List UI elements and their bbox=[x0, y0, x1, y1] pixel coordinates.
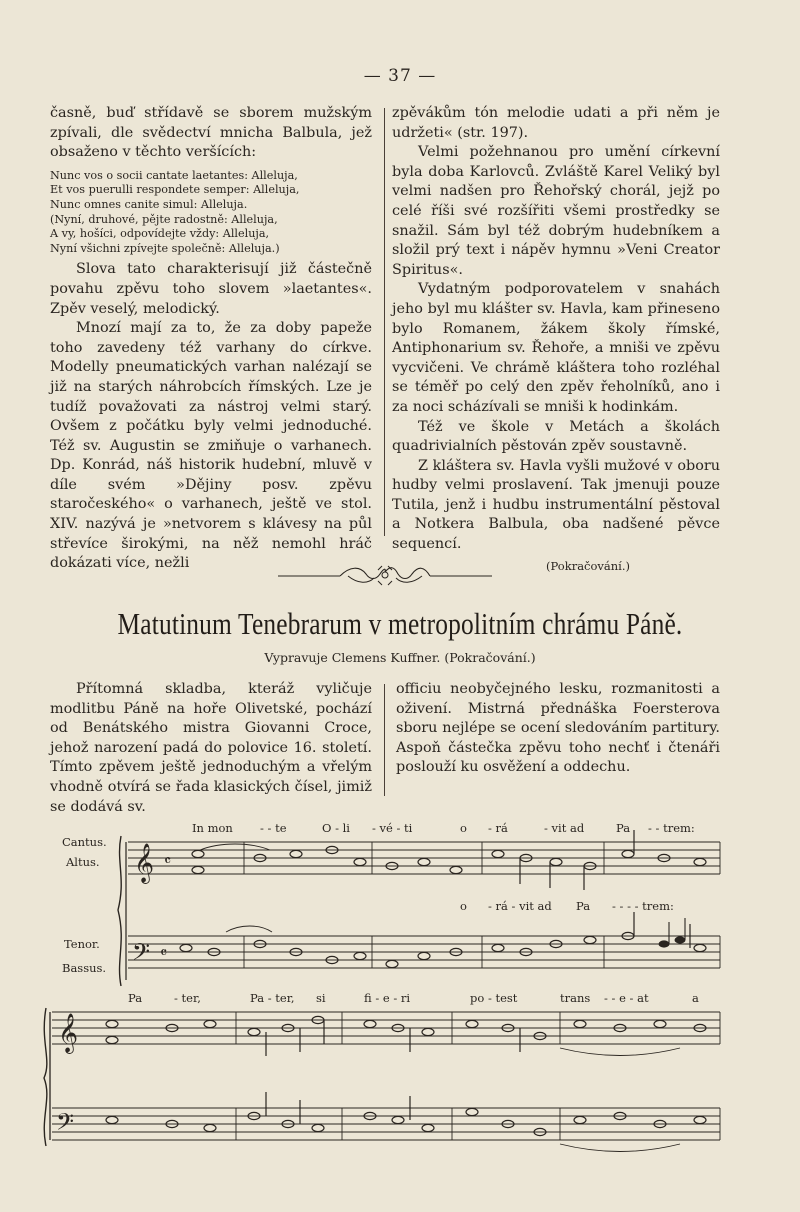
part-label-altus: Altus. bbox=[66, 855, 100, 869]
lyric: si bbox=[316, 991, 326, 1005]
latin-line: Et vos puerulli respondete semper: Alleluja, bbox=[50, 183, 300, 197]
treble-clef-icon: 𝄞 bbox=[58, 1013, 79, 1053]
lyric: O - li bbox=[322, 821, 350, 835]
lyric: - - e - at bbox=[604, 991, 649, 1005]
left-paragraph-2: Slova tato charakterisují již částečně povahu zpěvu toho slovem »laetantes«. Zpěv veselý, melodický. bbox=[50, 261, 372, 317]
system2-staves bbox=[44, 1008, 720, 1152]
latin-line: Nunc vos o socii cantate laetantes: Alleluja, bbox=[50, 168, 298, 182]
lyric: Pa bbox=[128, 991, 143, 1005]
lyric: - - te bbox=[260, 821, 287, 835]
lyric: - rá - vit ad bbox=[488, 899, 552, 913]
system1-filled-notes bbox=[659, 936, 686, 947]
lyric: a bbox=[692, 991, 699, 1005]
lyric: - - trem: bbox=[648, 821, 695, 835]
latin-line: Nyní všichni zpívejte společně: Alleluja.) bbox=[50, 241, 280, 255]
time-signature-icon: 𝄴 bbox=[164, 851, 172, 870]
left-paragraph-3: Mnozí mají za to, že za doby papeže toho zavedeny též varhany do církve. Modelly pneumatických varhan nalézají se již na starých náhrobcích římských. Lze je tudíž považovati za nástroj velmi starý. Ovšem z počátku byly velmi jednoduché. Též sv. Augustin se zmiňuje o varhanech. Dp. Konrád, náš historik hudební, mluvě v díle svém »Dějiny posv. zpěvu staročeského« o varhanech, ještě ve stol. XIV. nazývá je »netvorem s klávesy na půl střevíce širokými, na něž nemohl hráč dokázati více, nežli bbox=[50, 320, 372, 572]
ornament-divider bbox=[278, 562, 492, 588]
article-right-column bbox=[396, 680, 720, 778]
lyric: Pa bbox=[576, 899, 591, 913]
lyric: - vé - ti bbox=[372, 821, 413, 835]
time-signature-icon: 𝄴 bbox=[160, 943, 168, 962]
right-paragraph-1: zpěvákům tón melodie udati a při něm je udržeti« (str. 197). bbox=[392, 105, 720, 141]
article-left-text: Přítomná skladba, kteráž vyličuje modlitbu Páně na hoře Olivetské, pochází od Benátského mistra Giovanni Croce, jehož narození padá do polovice 16. století. Tímto zpěvem ještě jednoduchým a vřelým vhodně otvírá se řada klasických čísel, jimiž se dodává sv. bbox=[50, 681, 372, 815]
system2-lyrics bbox=[128, 991, 699, 1005]
lyric: Pa bbox=[616, 821, 631, 835]
article-byline: Vypravuje Clemens Kuffner. (Pokračování.) bbox=[264, 650, 536, 665]
lyric: - ter, bbox=[174, 991, 201, 1005]
article-title: Matutinum Tenebrarum v metropolitním chrámu Páně. bbox=[117, 606, 683, 641]
column-divider bbox=[384, 108, 385, 536]
system2-notes bbox=[106, 1016, 706, 1135]
lyric: Pa - ter, bbox=[250, 991, 295, 1005]
system1-lyrics-mid bbox=[460, 899, 674, 913]
lyric: - - - - trem: bbox=[612, 899, 674, 913]
right-paragraph-3: Vydatným podporovatelem v snahách jeho byl mu klášter sv. Havla, kam přineseno bylo Romanem, žákem školy římské, Antiphonarium sv. Řehoře, a mniši ve zpěvu vycvičeni. Ve chrámě kláštera toho rozléhal se téměř po celý den zpěv řeholníků, ano i za noci scházívali se mniši k hodinkám. bbox=[392, 281, 720, 415]
continued-note: (Pokračování.) bbox=[546, 558, 630, 573]
lyric: o bbox=[460, 821, 467, 835]
part-label-cantus: Cantus. bbox=[62, 835, 107, 849]
right-column bbox=[392, 104, 720, 576]
article-column-divider bbox=[384, 684, 385, 796]
music-score bbox=[0, 812, 800, 1202]
article-left-column bbox=[50, 680, 372, 817]
latin-line: A vy, hošíci, odpovídejte vždy: Alleluja, bbox=[50, 227, 270, 241]
left-column bbox=[50, 104, 372, 574]
lyric: fi - e - ri bbox=[364, 991, 411, 1005]
lyric: po - test bbox=[470, 991, 518, 1005]
part-label-bassus: Bassus. bbox=[62, 961, 107, 975]
lyric: - rá bbox=[488, 821, 508, 835]
right-paragraph-4: Též ve škole v Metách a školách quadrivialních pěstován zpěv soustavně. bbox=[392, 418, 720, 455]
latin-verse bbox=[50, 169, 372, 257]
right-paragraph-5: Z kláštera sv. Havla vyšli mužové v oboru hudby velmi proslavení. Tak jmenuji pouze Tutila, jenž i hudbu instrumentální pěstoval a Notkera Balbula, oba nadšené pěvce sequencí. bbox=[392, 457, 720, 553]
treble-clef-icon: 𝄞 bbox=[134, 843, 155, 883]
lyric: o bbox=[460, 899, 467, 913]
lyric: - vit ad bbox=[544, 821, 585, 835]
bass-clef-icon: 𝄢 bbox=[56, 1108, 75, 1141]
lyric: trans bbox=[560, 991, 591, 1005]
latin-line: (Nyní, druhové, pějte radostně: Alleluja, bbox=[50, 212, 278, 226]
page-number: — 37 — bbox=[363, 66, 437, 86]
article-right-text: officiu neobyčejného lesku, rozmanitosti a oživení. Mistrná přednáška Foersterova sboru nejlépe se ocení sledováním partitury. Aspoň částečka zpěvu toho nechť i čtenáři poslouží ku osvěžení a oddechu. bbox=[396, 681, 720, 776]
bass-clef-icon: 𝄢 bbox=[132, 938, 151, 971]
lyric: In mon bbox=[192, 821, 233, 835]
left-paragraph-1: časně, buď střídavě se sborem mužským zpívali, dle svědectví mnicha Balbula, jež obsaženo v těchto veršících: bbox=[50, 105, 372, 161]
system1-lyrics-top bbox=[192, 821, 695, 835]
part-label-tenor: Tenor. bbox=[64, 937, 100, 951]
latin-line: Nunc omnes canite simul: Alleluja. bbox=[50, 197, 248, 211]
right-paragraph-2: Velmi požehnanou pro umění církevní byla doba Karlovců. Zvláště Karel Veliký byl velmi nadšen pro Řehořský chorál, jejž po celé říši své rozšířiti všemi prostředky se snažil. Sám byl též dobrým hudebníkem a složil prý text i nápěv hymnu »Veni Creator Spiritus«. bbox=[392, 144, 720, 278]
